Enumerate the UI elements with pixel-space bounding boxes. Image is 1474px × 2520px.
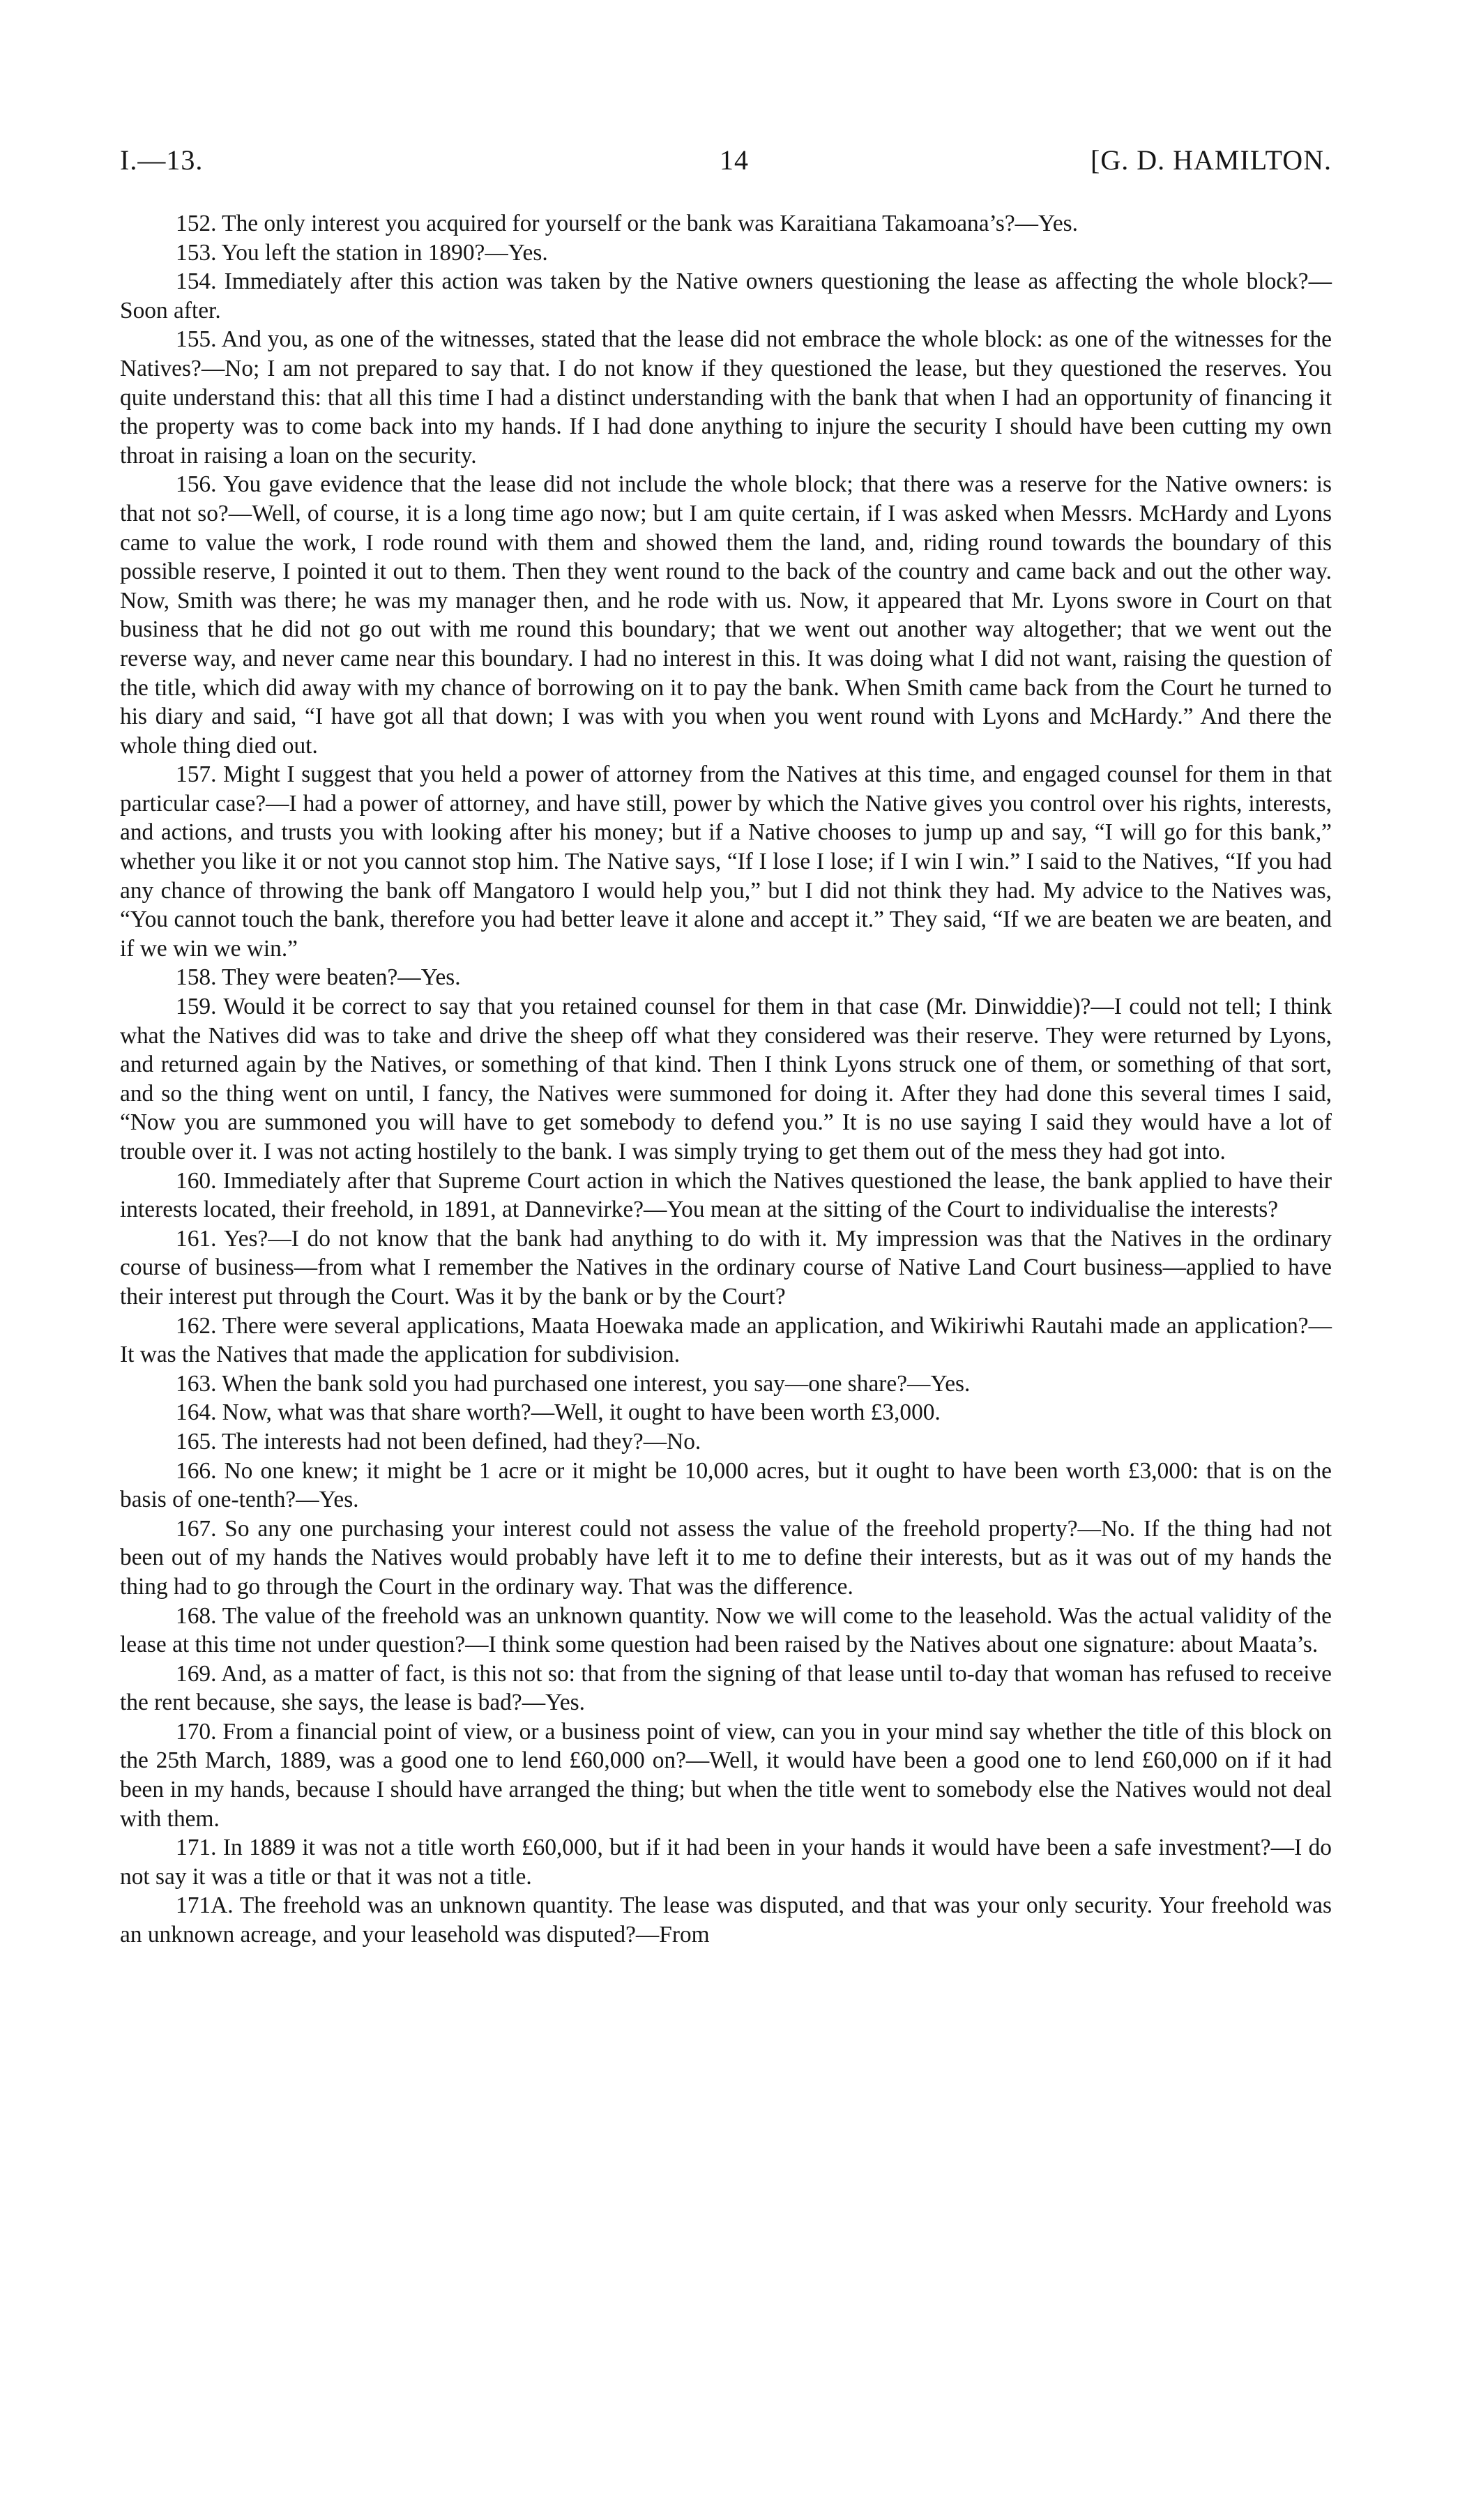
question-171a: 171A. The freehold was an unknown quantity. The lease was disputed, and that was your only security. Your freehold was an unknown acreage, and your leasehold was disputed?—From xyxy=(120,1892,1332,1948)
question-162: 162. There were several applications, Maata Hoewaka made an application, and Wikiriwhi Rautahi made an application?—It was the Natives that made the application for subdivision. xyxy=(120,1312,1332,1368)
parliamentary-paper-reference: I.—13. xyxy=(120,144,204,176)
question-153: 153. You left the station in 1890?—Yes. xyxy=(176,239,548,266)
question-155: 155. And you, as one of the witnesses, stated that the lease did not embrace the whole block: as one of the witnesses for the Natives?—No; I am not prepared to say that. I do not know if they questioned the lease, but they questioned the reserves. You quite understand this: that all this time I had a distinct understanding with the bank that when I had an opportunity of financing it the property was to come back into my hands. If I had done anything to injure the security I should have been cutting my own throat in raising a loan on the security. xyxy=(120,326,1332,469)
question-169: 169. And, as a matter of fact, is this not so: that from the signing of that lease until to-day that woman has refused to receive the rent because, she says, the lease is bad?—Yes. xyxy=(120,1660,1332,1716)
question-157: 157. Might I suggest that you held a power of attorney from the Natives at this time, and engaged counsel for them in that particular case?—I had a power of attorney, and have still, power by which the Native gives you control over his rights, interests, and actions, and trusts you with looking after his money; but if a Native chooses to jump up and say, “I will go for this bank,” whether you like it or not you cannot stop him. The Native says, “If I lose I lose; if I win I win.” I said to the Natives, “If you had any chance of throwing the bank off Mangatoro I would help you,” but I did not think they had. My advice to the Natives was, “You cannot touch the bank, therefore you had better leave it alone and accept it.” They said, “If we are beaten we are beaten, and if we win we win.” xyxy=(120,761,1332,962)
question-160: 160. Immediately after that Supreme Court action in which the Natives questioned the lease, the bank applied to have their interests located, their freehold, in 1891, at Dannevirke?—You mean at the sitting of the Court to individualise the interests? xyxy=(120,1167,1332,1223)
question-163: 163. When the bank sold you had purchased one interest, you say—one share?—Yes. xyxy=(176,1370,971,1397)
page-header xyxy=(120,144,1332,185)
question-154: 154. Immediately after this action was taken by the Native owners questioning the lease as affecting the whole block?—Soon after. xyxy=(120,268,1332,324)
document-page xyxy=(120,144,1332,1950)
question-166: 166. No one knew; it might be 1 acre or it might be 10,000 acres, but it ought to have been worth £3,000: that is on the basis of one-tenth?—Yes. xyxy=(120,1457,1332,1513)
question-152: 152. The only interest you acquired for yourself or the bank was Karaitiana Takamoana’s?—Yes. xyxy=(176,211,1078,236)
question-159: 159. Would it be correct to say that you retained counsel for them in that case (Mr. Dinwiddie)?—I could not tell; I think what the Natives did was to take and drive the sheep off what they considered was their reserve. They were returned by Lyons, and returned again by the Natives, or something of that kind. Then I think Lyons struck one of them, or something of that sort, and so the thing went on until, I fancy, the Natives were summoned for doing it. After they had done this several times I said, “Now you are summoned you will have to get somebody to defend you.” It is no use saying I said they would have a lot of trouble over it. I was not acting hostilely to the bank. I was simply trying to get them out of the mess they had got into. xyxy=(120,994,1332,1164)
question-161: 161. Yes?—I do not know that the bank had anything to do with it. My impression was that the Natives in the ordinary course of business—from what I remember the Natives in the ordinary course of Native Land Court business—applied to have their interest put through the Court. Was it by the bank or by the Court? xyxy=(120,1225,1332,1310)
question-167: 167. So any one purchasing your interest could not assess the value of the freehold property?—No. If the thing had not been out of my hands the Natives would probably have left it to me to define their interests, but as it was out of my hands the thing had to go through the Court in the ordinary way. That was the difference. xyxy=(120,1515,1332,1600)
page-number: 14 xyxy=(720,144,749,176)
question-158: 158. They were beaten?—Yes. xyxy=(176,964,461,991)
testimony-body xyxy=(120,209,1332,1950)
question-164: 164. Now, what was that share worth?—Well, it ought to have been worth £3,000. xyxy=(176,1399,941,1426)
question-165: 165. The interests had not been defined, had they?—No. xyxy=(176,1428,701,1455)
question-170: 170. From a financial point of view, or a business point of view, can you in your mind say whether the title of this block on the 25th March, 1889, was a good one to lend £60,000 on?—Well, it would have been a good one to lend £60,000 on if it had been in my hands, because I should have arranged the thing; but when the title went to somebody else the Natives would not deal with them. xyxy=(120,1718,1332,1832)
witness-name: [G. D. HAMILTON. xyxy=(1091,144,1332,176)
question-171: 171. In 1889 it was not a title worth £60,000, but if it had been in your hands it would have been a safe investment?—I do not say it was a title or that it was not a title. xyxy=(120,1835,1332,1890)
question-156: 156. You gave evidence that the lease did not include the whole block; that there was a reserve for the Native owners: is that not so?—Well, of course, it is a long time ago now; but I am quite certain, if I was asked when Messrs. McHardy and Lyons came to value the work, I rode round with them and showed them the land, and, riding round towards the boundary of this possible reserve, I pointed it out to them. Then they went round to the back of the country and came back and out the other way. Now, Smith was there; he was my manager then, and he rode with us. Now, it appeared that Mr. Lyons swore in Court on that business that he did not go out with me round this boundary; that we went out another way altogether; that we went out the reverse way, and never came near this boundary. I had no interest in this. It was doing what I did not want, raising the question of the title, which did away with my chance of borrowing on it to pay the bank. When Smith came back from the Court he turned to his diary and said, “I have got all that down; I was with you when you went round with Lyons and McHardy.” And there the whole thing died out. xyxy=(120,471,1332,759)
question-168: 168. The value of the freehold was an unknown quantity. Now we will come to the leasehold. Was the actual validity of the lease at this time not under question?—I think some question had been raised by the Natives about one signature: about Maata’s. xyxy=(120,1602,1332,1658)
